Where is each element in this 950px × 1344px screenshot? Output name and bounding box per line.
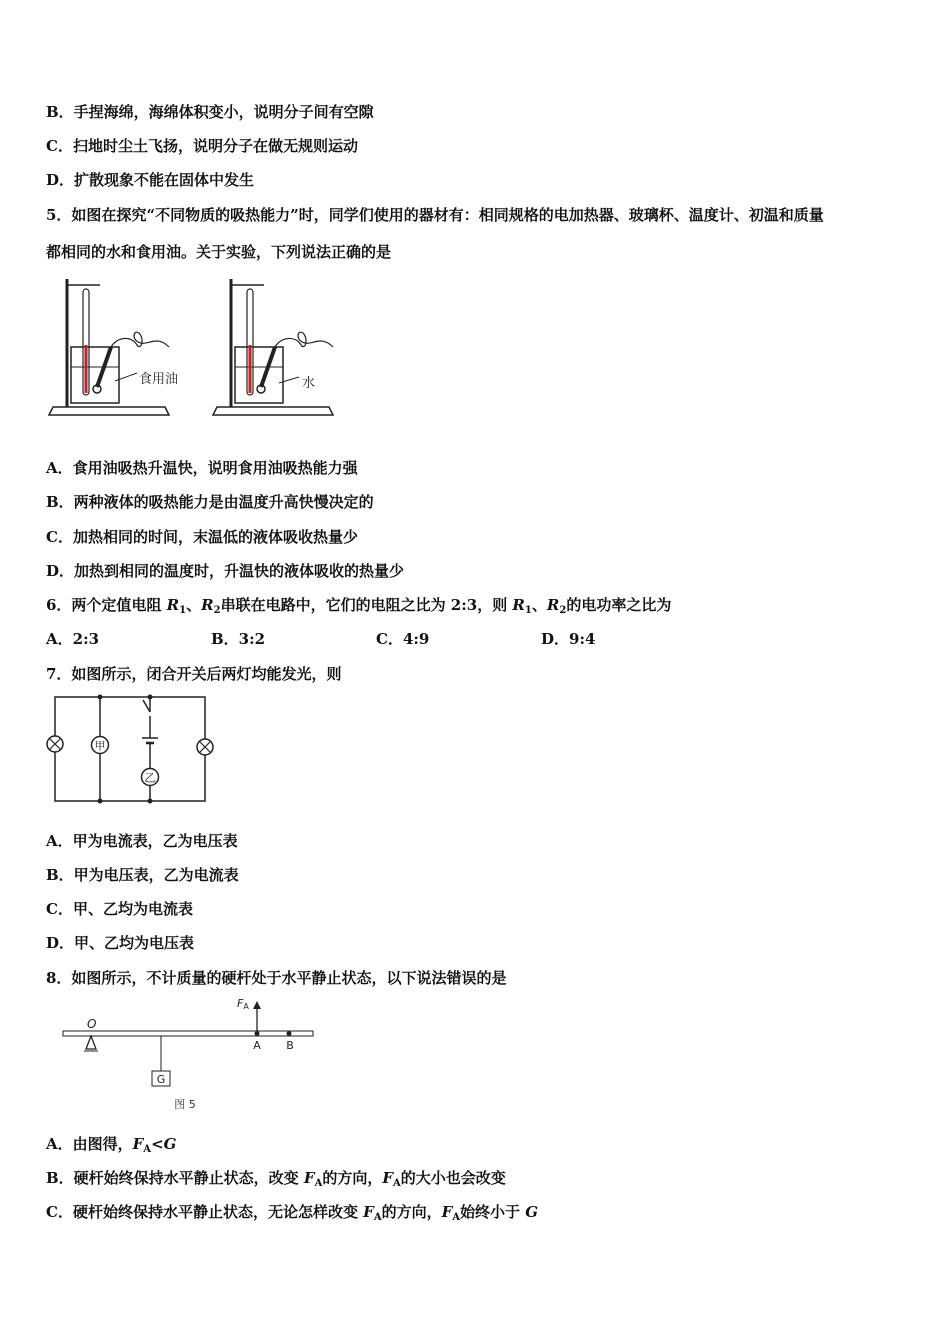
q7-stem: 7．如图所示，闭合开关后两灯均能发光，则 (46, 665, 342, 683)
label-oil: 食用油 (139, 372, 179, 387)
q6-option-c: C．4:9 (376, 630, 430, 648)
q8-option-a: A．由图得，$F_A<G$ (46, 1135, 177, 1155)
point-b-label: B (286, 1039, 294, 1052)
q4-option-d: D．扩散现象不能在固体中发生 (46, 171, 255, 189)
force-arrow-icon (253, 1001, 261, 1009)
heating-apparatus-figure (45, 275, 345, 435)
point-a-label: A (253, 1039, 261, 1052)
weight-label: G (156, 1073, 166, 1086)
q6-stem: 6．两个定值电阻 $R_1$、$R_2$串联在电路中，它们的电阻之比为 2:3，则 $R_1$、$R_2$的电功率之比为 (46, 596, 672, 616)
q8-option-c: C．硬杆始终保持水平静止状态，无论怎样改变 $F_A$的方向，$F_A$始终小于 G (46, 1203, 539, 1223)
apparatus-oil (49, 279, 169, 415)
lamp-left-icon (47, 736, 63, 752)
q6-option-a: A．2:3 (46, 630, 100, 648)
fulcrum-icon (86, 1036, 96, 1049)
q5-option-a: A．食用油吸热升温快，说明食用油吸热能力强 (46, 459, 358, 477)
q8-stem: 8．如图所示，不计质量的硬杆处于水平静止状态，以下说法错误的是 (46, 969, 507, 987)
lamp-right-icon (197, 739, 213, 755)
q5-stem-line2: 都相同的水和食用油。关于实验，下列说法正确的是 (46, 243, 392, 261)
q6-option-d: D．9:4 (541, 630, 596, 648)
q7-option-d: D．甲、乙均为电压表 (46, 934, 195, 952)
lever-figure (55, 995, 325, 1115)
q8-option-b: B．硬杆始终保持水平静止状态，改变 $F_A$的方向，$F_A$的大小也会改变 (46, 1169, 506, 1189)
q4-option-c: C．扫地时尘土飞扬，说明分子在做无规则运动 (46, 137, 358, 155)
q5-option-b: B．两种液体的吸热能力是由温度升高快慢决定的 (46, 493, 374, 511)
q7-option-c: C．甲、乙均为电流表 (46, 900, 193, 918)
meter-jia-label: 甲 (94, 739, 106, 753)
q7-option-a: A．甲为电流表，乙为电压表 (46, 832, 238, 850)
q7-option-b: B．甲为电压表，乙为电流表 (46, 866, 239, 884)
lever-bar (63, 1031, 313, 1036)
q5-option-c: C．加热相同的时间，末温低的液体吸收热量少 (46, 528, 358, 546)
parallel-circuit-figure (45, 692, 220, 807)
force-label: FA (237, 997, 249, 1011)
q6-option-b: B．3:2 (211, 630, 266, 648)
q5-stem-line1: 5．如图在探究“不同物质的吸热能力”时，同学们使用的器材有：相同规格的电加热器、玻璃杯、温度计、初温和质量 (46, 206, 824, 224)
apparatus-water (213, 279, 333, 415)
label-water: 水 (302, 376, 316, 391)
q5-option-d: D．加热到相同的温度时，升温快的液体吸收的热量少 (46, 562, 405, 580)
meter-yi-label: 乙 (144, 771, 156, 785)
figure-caption: 图 5 (174, 1098, 196, 1111)
fulcrum-label: O (87, 1017, 97, 1031)
q4-option-b: B．手捏海绵，海绵体积变小，说明分子间有空隙 (46, 103, 374, 121)
